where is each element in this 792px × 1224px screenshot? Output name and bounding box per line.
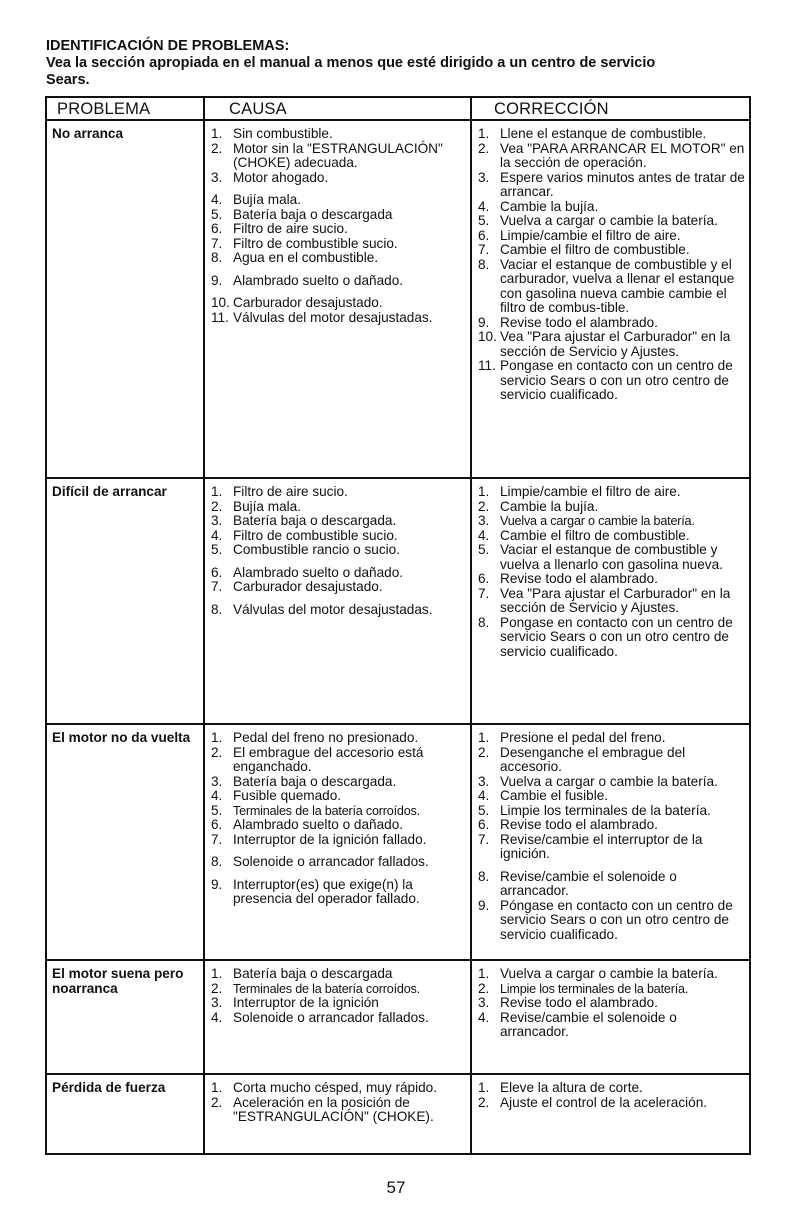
cause-cell [204,960,471,1074]
correction-item-text: Vaciar el estanque de combustible y el carburador, vuelva a llenar el estanque con gasolina nueva cambie cambie el filtro de combus-tible. [500,256,735,315]
correction-item [475,229,747,244]
correction-item-text: Presione el pedal del freno. [500,730,666,745]
cause-item-text: Interruptor(es) que exige(n) la presencia del operador fallado. [233,876,420,906]
cause-cell [204,1074,471,1154]
cause-item-number: 1. [211,484,223,499]
correction-item [475,500,747,515]
correction-item-text: Ajuste el control de la aceleración. [500,1094,708,1110]
correction-item-list [475,731,747,942]
cause-item-list [208,127,468,325]
page-number: 57 [386,1178,406,1197]
cause-item-text: Alambrado suelto o dañado. [233,817,404,832]
cause-item-list [208,485,468,617]
cause-item-text: Filtro de aire sucio. [233,221,348,236]
correction-item-number: 1. [478,966,490,981]
cause-item-text: Bujía mala. [233,498,302,514]
cause-item-text: Filtro de aire sucio. [233,484,348,499]
cause-item-text: Agua en el combustible. [233,250,379,265]
cause-item-number: 5. [211,206,223,222]
cause-item-text: Terminales de la batería corroídos. [233,803,420,818]
correction-item-text: Vea "Para ajustar el Carburador" en la sección de Servicio y Ajustes. [500,585,731,615]
correction-item [475,996,747,1011]
cause-item-text: Motor sin la "ESTRANGULACIÓN" (CHOKE) adecuada. [233,140,443,170]
cause-item-number: 10. [211,295,230,310]
cause-item-number: 11. [211,309,229,325]
correction-item-number: 10. [478,329,497,344]
correction-item [475,543,747,572]
correction-item-text: Revise/cambie el solenoide o arrancador. [500,1009,677,1039]
cause-item-text: Combustible rancio o sucio. [233,542,400,557]
table-body [46,120,750,1154]
correction-item-number: 1. [478,1080,490,1095]
correction-item-number: 8. [478,256,490,272]
cause-item-number: 8. [211,601,223,617]
header-causa: CAUSA [204,97,471,120]
cause-item [208,855,468,870]
table-row [46,1074,750,1154]
correction-item-text: Cambie el filtro de combustible. [500,242,690,257]
correction-item-number: 2. [478,744,490,760]
cause-cell [204,724,471,960]
correction-cell [471,960,750,1074]
correction-item-text: Vuelva a cargar o cambie la batería. [500,773,718,789]
correction-item-text: Limpie/cambie el filtro de aire. [500,227,681,243]
table-row [46,120,750,478]
correction-item-text: Cambie el filtro de combustible. [500,527,690,543]
cause-item [208,746,468,775]
cause-item-number: 1. [211,966,223,981]
correction-cell [471,724,750,960]
subtitle-line-1: Vea la sección apropiada en el manual a menos que esté dirigido a un centro de servicio [46,55,656,71]
cause-item [208,296,468,311]
cause-item [208,529,468,544]
cause-item [208,127,468,142]
header-correccion: CORRECCIÓN [471,97,750,120]
correction-item-number: 8. [478,614,490,630]
correction-item-text: Revise/cambie el solenoide o arrancador. [500,868,677,898]
correction-item [475,171,747,200]
cause-item-number: 9. [211,876,223,892]
correction-item-number: 2. [478,498,490,514]
cause-item-text: Válvulas del motor desajustadas. [233,309,433,325]
correction-item [475,1096,747,1111]
correction-item-text: Limpie los terminales de la batería. [500,802,711,818]
correction-item [475,746,747,775]
cause-item [208,193,468,208]
cause-item [208,804,468,819]
correction-item [475,359,747,403]
cause-item [208,789,468,804]
correction-item-number: 4. [478,1009,490,1025]
cause-item-number: 1. [211,126,223,141]
cause-item-text: Carburador desajustado. [233,579,383,594]
cause-item-number: 5. [211,542,223,557]
correction-item-number: 1. [478,484,490,499]
correction-item-text: Cambie el fusible. [500,788,609,803]
correction-item-text: Vaciar el estanque de combustible y vuelva a llenarlo con gasolina nueva. [500,542,723,572]
correction-item-text: Limpie/cambie el filtro de aire. [500,484,681,499]
cause-item-text: Válvulas del motor desajustadas. [233,601,433,617]
section-title: IDENTIFICACIÓN DE PROBLEMAS: [46,38,290,54]
cause-item-number: 8. [211,854,223,869]
correction-item-list [475,127,747,403]
cause-item-number: 3. [211,773,223,789]
cause-item-text: El embrague del accesorio está enganchado. [233,744,424,774]
correction-item-list [475,485,747,659]
cause-cell [204,120,471,478]
correction-item-text: Vuelva a cargar o cambie la batería. [500,213,718,228]
correction-item-number: 7. [478,585,490,601]
cause-item [208,566,468,581]
correction-item [475,616,747,660]
cause-item-number: 3. [211,995,223,1010]
cause-item [208,251,468,266]
table-row [46,478,750,724]
correction-item-number: 11. [478,358,496,373]
cause-item-number: 5. [211,802,223,818]
correction-item-text: Póngase en contacto con un centro de servicio Sears o con un otro centro de servicio cualificado. [500,897,733,942]
cause-item [208,500,468,515]
cause-item [208,1081,468,1096]
subtitle-line-2: Sears. [46,72,90,88]
cause-item-number: 6. [211,221,223,236]
correction-item [475,529,747,544]
cause-item-text: Alambrado suelto o dañado. [233,564,404,580]
correction-item [475,214,747,229]
correction-item [475,485,747,500]
cause-item-text: Batería baja o descargada. [233,773,397,789]
correction-item-number: 3. [478,169,490,185]
cause-item [208,274,468,289]
correction-cell [471,120,750,478]
correction-item [475,142,747,171]
correction-item-text: Desenganche el embrague del accesorio. [500,744,686,774]
table-row [46,724,750,960]
correction-item [475,775,747,790]
table-row [46,960,750,1074]
problem-cell: Pérdida de fuerza [46,1074,204,1154]
cause-item-text: Sin combustible. [233,126,333,141]
correction-item [475,833,747,862]
cause-item [208,731,468,746]
correction-cell [471,478,750,724]
cause-item-text: Filtro de combustible sucio. [233,527,398,543]
cause-item-number: 6. [211,817,223,832]
correction-item-text: Cambie la bujía. [500,498,599,514]
problem-cell: No arranca [46,120,204,478]
correction-item [475,870,747,899]
correction-item-number: 4. [478,198,490,214]
cause-item [208,996,468,1011]
correction-item-list [475,967,747,1040]
cause-item-text: Alambrado suelto o dañado. [233,272,404,288]
correction-item-number: 7. [478,831,490,847]
cause-item-text: Pedal del freno no presionado. [233,730,419,745]
cause-item-number: 3. [211,513,223,528]
cause-item [208,982,468,997]
correction-item [475,731,747,746]
cause-item-text: Bujía mala. [233,192,302,207]
cause-item-number: 4. [211,527,223,543]
cause-item-text: Terminales de la batería corroídos. [233,981,420,996]
problem-cell: Difícil de arrancar [46,478,204,724]
correction-cell [471,1074,750,1154]
problem-cell: El motor no da vuelta [46,724,204,960]
cause-item-text: Interruptor de la ignición fallado. [233,831,427,847]
correction-item [475,514,747,529]
cause-item [208,171,468,186]
correction-item-text: Eleve la altura de corte. [500,1080,643,1095]
correction-item [475,804,747,819]
correction-item-text: Vuelva a cargar o cambie la batería. [500,966,718,981]
cause-item-text: Motor ahogado. [233,169,329,185]
correction-item-number: 4. [478,788,490,803]
correction-item [475,243,747,258]
correction-item-text: Llene el estanque de combustible. [500,126,707,141]
cause-item-number: 1. [211,730,223,745]
cause-item [208,485,468,500]
cause-item-number: 7. [211,831,223,847]
cause-item-number: 2. [211,498,223,514]
cause-item-list [208,967,468,1025]
header-problema: PROBLEMA [46,97,204,120]
correction-item-number: 6. [478,571,490,586]
cause-item [208,967,468,982]
cause-item-text: Filtro de combustible sucio. [233,235,398,251]
correction-item-number: 1. [478,126,490,141]
cause-item [208,818,468,833]
cause-cell [204,478,471,724]
correction-item-number: 6. [478,227,490,243]
correction-item-number: 8. [478,868,490,884]
cause-item-text: Batería baja o descargada. [233,513,397,528]
page-header [46,38,756,89]
correction-item-text: Vea "Para ajustar el Carburador" en la sección de Servicio y Ajustes. [500,329,731,359]
correction-item-text: Revise todo el alambrado. [500,817,658,832]
cause-item-text: Solenoide o arrancador fallados. [233,854,429,869]
cause-item-text: Solenoide o arrancador fallados. [233,1009,429,1025]
correction-item [475,967,747,982]
cause-item-list [208,1081,468,1125]
correction-item-number: 3. [478,513,490,528]
problem-cell: El motor suena pero noarranca [46,960,204,1074]
correction-item [475,587,747,616]
cause-item-text: Fusible quemado. [233,788,342,803]
correction-item [475,982,747,997]
correction-item-number: 3. [478,995,490,1010]
cause-item-number: 8. [211,250,223,265]
cause-item-number: 4. [211,1009,223,1025]
correction-item-number: 9. [478,314,490,330]
cause-item [208,603,468,618]
cause-item-text: Batería baja o descargada [233,206,393,222]
cause-item [208,1011,468,1026]
correction-item-number: 2. [478,140,490,156]
cause-item-text: Interruptor de la ignición [233,995,379,1010]
correction-item-number: 2. [478,980,490,996]
cause-item [208,311,468,326]
correction-item-number: 4. [478,527,490,543]
cause-item-number: 7. [211,579,223,594]
cause-item-number: 7. [211,235,223,251]
cause-item [208,543,468,558]
correction-item-number: 6. [478,817,490,832]
cause-item [208,833,468,848]
correction-item [475,1081,747,1096]
cause-item-number: 3. [211,169,223,185]
cause-item-text: Corta mucho césped, muy rápido. [233,1080,438,1095]
correction-item-text: Revise todo el alambrado. [500,995,658,1010]
correction-item-text: Revise/cambie el interruptor de la ignición. [500,831,703,861]
cause-item-text: Carburador desajustado. [233,295,383,310]
cause-item-number: 4. [211,788,223,803]
correction-item [475,572,747,587]
cause-item [208,878,468,907]
cause-item [208,222,468,237]
correction-item [475,789,747,804]
correction-item-text: Revise todo el alambrado. [500,314,658,330]
correction-item [475,258,747,316]
correction-item-text: Pongase en contacto con un centro de servicio Sears o con un otro centro de servicio cualificado. [500,358,733,402]
correction-item-number: 9. [478,897,490,913]
section-subtitle [46,55,756,89]
correction-item-number: 3. [478,773,490,789]
cause-item-number: 1. [211,1080,223,1095]
cause-item [208,514,468,529]
correction-item-text: Espere varios minutos antes de tratar de arrancar. [500,169,745,199]
cause-item-number: 4. [211,192,223,207]
cause-item [208,775,468,790]
cause-item-number: 6. [211,564,223,580]
correction-item [475,200,747,215]
correction-item [475,1011,747,1040]
cause-item [208,142,468,171]
correction-item [475,899,747,943]
cause-item-text: Batería baja o descargada [233,966,393,981]
correction-item-number: 1. [478,730,490,745]
correction-item-text: Pongase en contacto con un centro de servicio Sears o con un otro centro de servicio cualificado. [500,614,733,659]
correction-item-text: Cambie la bujía. [500,198,599,214]
cause-item-number: 2. [211,980,223,996]
correction-item-text: Limpie los terminales de la batería. [500,981,689,996]
correction-item-number: 5. [478,542,490,557]
correction-item-text: Vuelva a cargar o cambie la batería. [500,514,695,528]
correction-item-list [475,1081,747,1110]
correction-item [475,127,747,142]
correction-item-number: 5. [478,802,490,818]
correction-item-text: Vea "PARA ARRANCAR EL MOTOR" en la sección de operación. [500,140,745,170]
cause-item-number: 2. [211,744,223,760]
cause-item-text: Aceleración en la posición de "ESTRANGULACIÓN" (CHOKE). [233,1094,434,1124]
cause-item [208,208,468,223]
correction-item-number: 2. [478,1094,490,1110]
cause-item-number: 2. [211,140,223,156]
cause-item-number: 9. [211,272,223,288]
cause-item [208,237,468,252]
cause-item [208,580,468,595]
troubleshooting-table [45,96,751,1155]
correction-item-text: Revise todo el alambrado. [500,571,658,586]
correction-item-number: 5. [478,213,490,228]
cause-item-number: 2. [211,1094,223,1110]
cause-item-list [208,731,468,907]
correction-item [475,316,747,331]
correction-item-number: 7. [478,242,490,257]
table-header-row [46,97,750,120]
correction-item [475,330,747,359]
cause-item [208,1096,468,1125]
correction-item [475,818,747,833]
